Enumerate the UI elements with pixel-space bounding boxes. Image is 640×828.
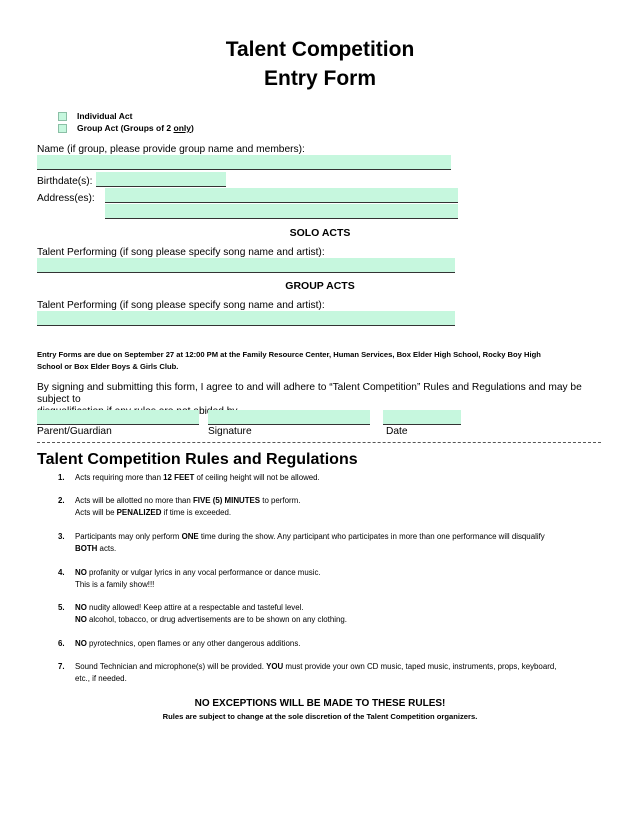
deadline-notice: Entry Forms are due on September 27 at 12:00 PM at the Family Resource Center, Human Services, Box Elder High School, Rocky Boy High School or Box Elder Boys & Girls Club. bbox=[37, 350, 541, 371]
group-act-option[interactable] bbox=[58, 123, 194, 133]
rule-item: 2. Acts will be allotted no more than FIVE (5) MINUTES to perform. Acts will be PENALIZED if time is exceeded. bbox=[58, 496, 301, 517]
individual-act-checkbox[interactable] bbox=[58, 112, 67, 121]
birthdate-label: Birthdate(s): bbox=[37, 176, 93, 187]
rules-title: Talent Competition Rules and Regulations bbox=[37, 451, 358, 468]
rule-item: 7. Sound Technician and microphone(s) will be provided. YOU must provide your own CD music, taped music, instruments, props, keyboard, etc., if needed. bbox=[58, 662, 557, 683]
rule-item: 6. NO pyrotechnics, open flames or any other dangerous additions. bbox=[58, 639, 301, 648]
signature-label: Signature bbox=[208, 426, 252, 437]
parent-guardian-field[interactable] bbox=[37, 410, 199, 425]
name-field[interactable] bbox=[37, 155, 451, 170]
form-title-line2: Entry Form bbox=[263, 67, 376, 90]
form-title-line1: Talent Competition bbox=[225, 38, 415, 61]
name-label: Name (if group, please provide group name and members): bbox=[37, 144, 305, 155]
rule-item: 1. Acts requiring more than 12 FEET of ceiling height will not be allowed. bbox=[58, 473, 320, 482]
individual-act-option[interactable] bbox=[58, 111, 132, 121]
rule-item: 3. Participants may only perform ONE time during the show. Any participant who participates in more than one performance will disqualify BOTH acts. bbox=[58, 532, 545, 553]
address-label: Address(es): bbox=[37, 193, 95, 204]
rule-item: 4. NO profanity or vulgar lyrics in any vocal performance or dance music. This is a family show!!! bbox=[58, 568, 321, 589]
group-acts-heading: GROUP ACTS bbox=[285, 280, 355, 292]
birthdate-field[interactable] bbox=[96, 172, 226, 187]
parent-guardian-label: Parent/Guardian bbox=[37, 426, 112, 437]
rule-item: 5. NO nudity allowed! Keep attire at a respectable and tasteful level. NO alcohol, tobacco, or drug advertisements are to be shown on any clothing. bbox=[58, 603, 347, 624]
rules-change-notice: Rules are subject to change at the sole discretion of the Talent Competition organizers. bbox=[162, 712, 478, 721]
date-field[interactable] bbox=[383, 410, 461, 425]
address-field-line1[interactable] bbox=[105, 188, 458, 203]
no-exceptions-notice: NO EXCEPTIONS WILL BE MADE TO THESE RULES! bbox=[194, 698, 446, 709]
solo-acts-heading: SOLO ACTS bbox=[289, 227, 351, 239]
group-talent-label: Talent Performing (if song please specify song name and artist): bbox=[37, 300, 325, 311]
signature-field[interactable] bbox=[208, 410, 370, 425]
solo-talent-field[interactable] bbox=[37, 258, 455, 273]
address-field-line2[interactable] bbox=[105, 204, 458, 219]
date-label: Date bbox=[386, 426, 408, 437]
group-talent-field[interactable] bbox=[37, 311, 455, 326]
group-act-checkbox[interactable] bbox=[58, 124, 67, 133]
solo-talent-label: Talent Performing (if song please specify song name and artist): bbox=[37, 247, 325, 258]
cut-line-divider bbox=[37, 442, 601, 443]
individual-act-label: Individual Act bbox=[77, 111, 133, 121]
group-act-label: Group Act (Groups of 2 only) bbox=[77, 123, 194, 133]
agreement-text: By signing and submitting this form, I agree to and will adhere to “Talent Competition” Rules and Regulations and may be subject to bbox=[37, 382, 582, 405]
